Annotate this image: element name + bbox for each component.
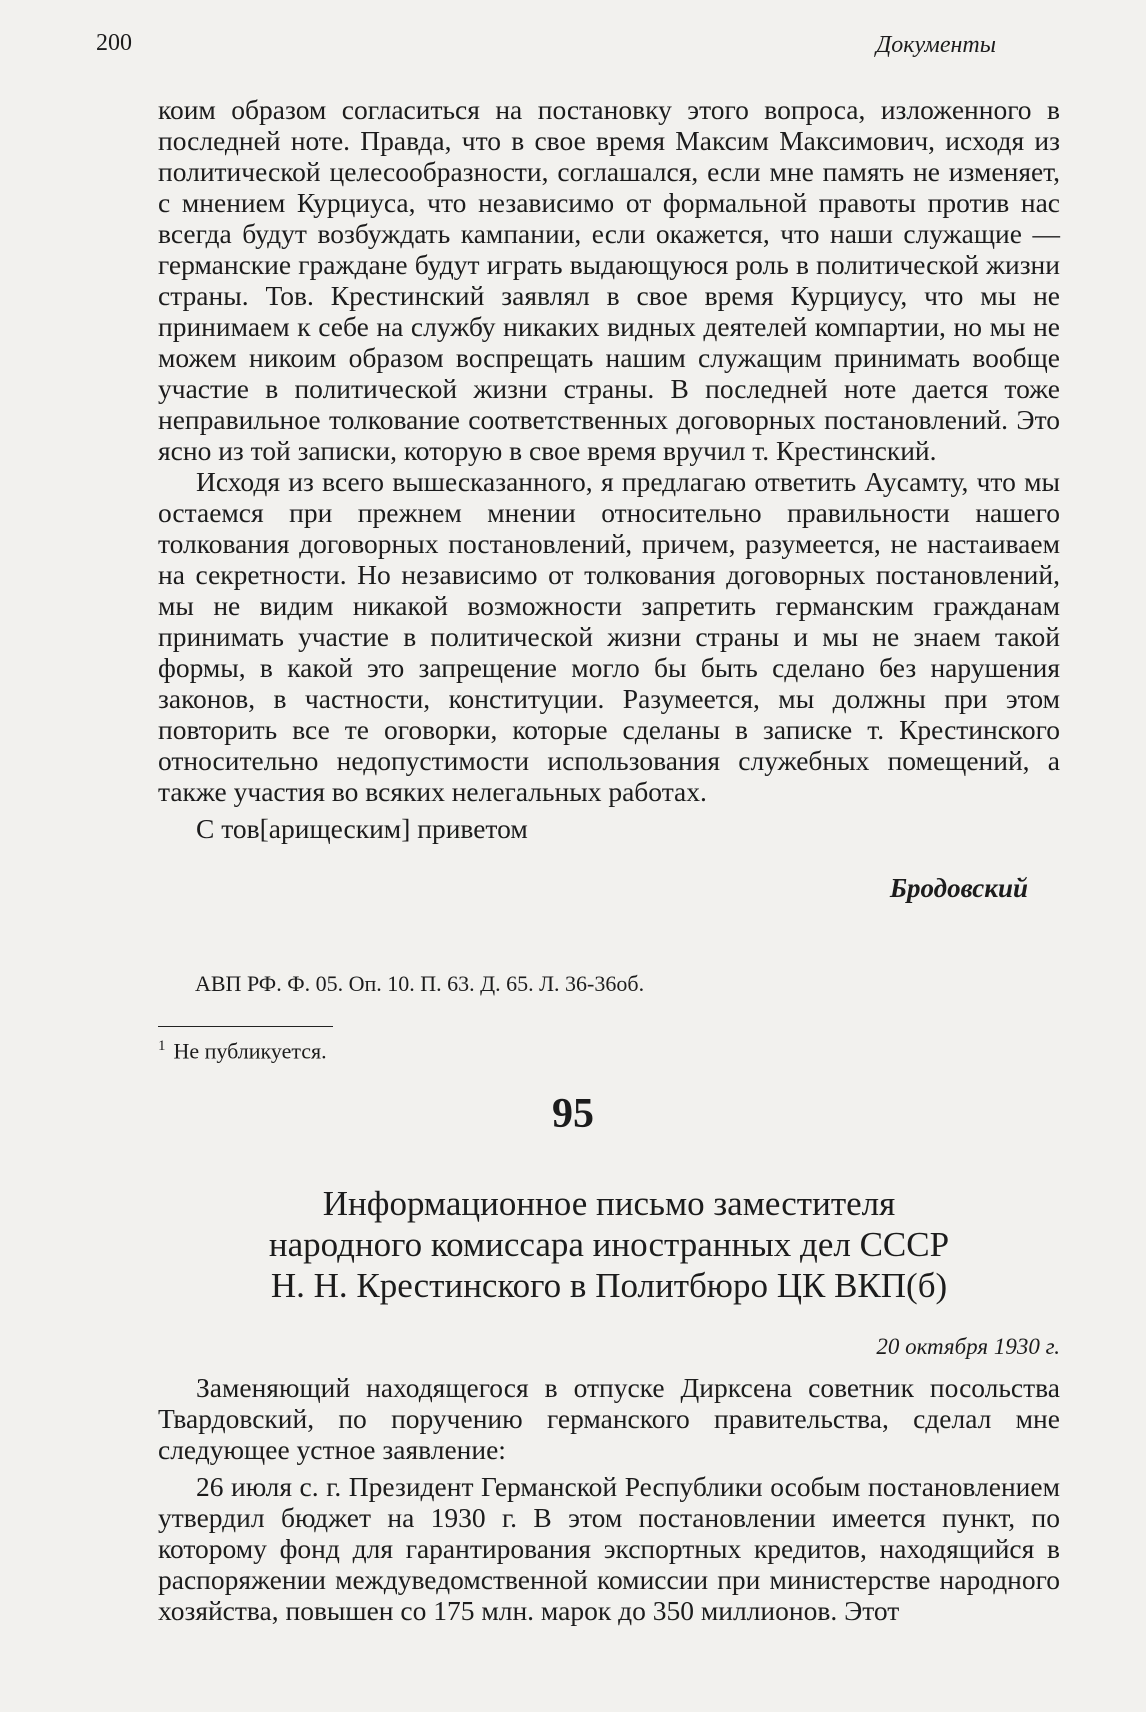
footnote (158, 1038, 327, 1064)
footnote-rule (158, 1026, 333, 1027)
closing-greeting: С тов[арищеским] приветом (196, 813, 528, 844)
signature: Бродовский (889, 873, 1028, 903)
document-title-line-3: Н. Н. Крестинского в Политбюро ЦК ВКП(б) (270, 1266, 948, 1305)
footnote-mark: 1 (158, 1038, 166, 1054)
running-header: Документы (875, 32, 996, 58)
paragraph-statement-intro: Заменяющий находящегося в отпуске Дирксена советник посольства Твардовский, по поручению германского правительства, сделал мне следующее устное заявление: (158, 1372, 1060, 1465)
page-number: 200 (96, 30, 132, 56)
document-number: 95 (552, 1091, 594, 1137)
document-body (158, 1372, 1060, 1626)
paragraph-continued: коим образом согласиться на постановку этого вопроса, изложенного в последней ноте. Правда, что в свое время Максим Максимович, исходя из политической целесообразности, соглашался, если мне память не изменяет, с мнением Курциуса, что независимо от формальной правоты против нас всегда будут возбуждать кампании, если окажется, что наши служащие — германские граждане будут играть выдающуюся роль в политической жизни страны. Тов. Крестинский заявлял в свое время Курциусу, что мы не принимаем к себе на службу никаких видных деятелей компартии, но мы не можем никоим образом воспрещать нашим служащим принимать вообще участие в политической жизни страны. В последней ноте дается тоже неправильное толкование соответственных договорных постановлений. Это ясно из той записки, которую в свое время вручил т. Крестинский. (158, 94, 1060, 466)
letter-body (158, 94, 1060, 844)
document-title-line-1: Информационное письмо заместителя (322, 1184, 896, 1223)
document-title-line-2: народного комиссара иностранных дел СССР (268, 1225, 950, 1264)
paragraph-budget: 26 июля с. г. Президент Германской Республики особым постановлением утвердил бюджет на 1930 г. В этом постановлении имеется пункт, по которому фонд для гарантирования экспортных кредитов, находящийся в распоряжении междуведомственной комиссии при министерстве народного хозяйства, повышен со 175 млн. марок до 350 миллионов. Этот (158, 1471, 1060, 1626)
archive-reference: АВП РФ. Ф. 05. Оп. 10. П. 63. Д. 65. Л. 36-36об. (195, 971, 645, 996)
paragraph-proposal: Исходя из всего вышесказанного, я предлагаю ответить Аусамту, что мы остаемся при прежнем мнении относительно правильности нашего толкования договорных постановлений, причем, разумеется, не настаиваем на секретности. Но независимо от толкования договорных постановлений, мы не видим никакой возможности запретить германским гражданам принимать участие в политической жизни страны и мы не знаем такой формы, в какой это запрещение могло бы быть сделано без нарушения законов, в частности, конституции. Разумеется, мы должны при этом повторить все те оговорки, которые сделаны в записке т. Крестинского относительно недопустимости использования служебных помещений, а также участия во всяких нелегальных работах. (158, 466, 1060, 807)
document-title (158, 1183, 1060, 1306)
document-date: 20 октября 1930 г. (876, 1334, 1060, 1359)
footnote-text: Не публикуется. (173, 1038, 327, 1064)
